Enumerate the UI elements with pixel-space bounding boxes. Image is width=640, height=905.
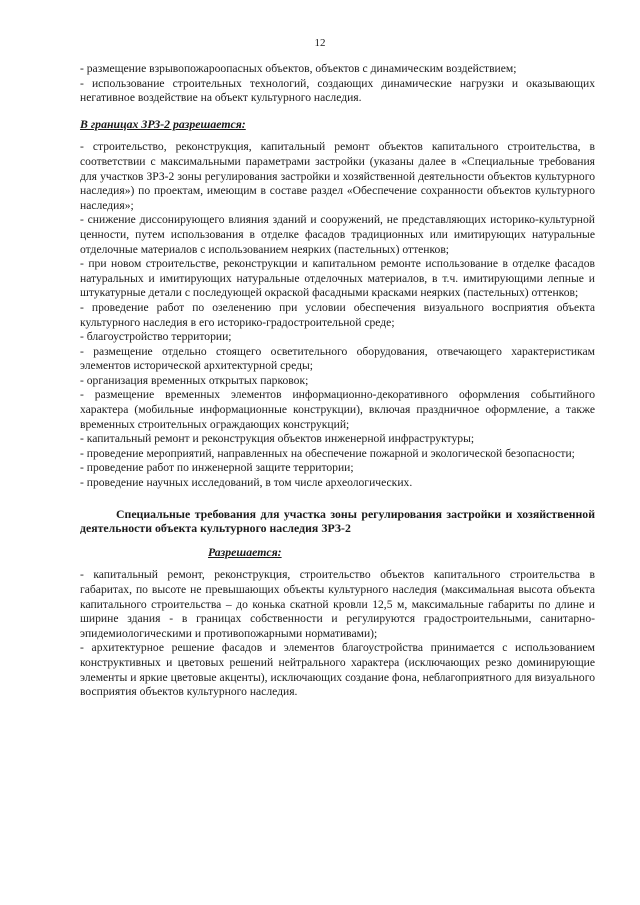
list-item: - организация временных открытых парковок; — [80, 373, 309, 387]
list-item: - размещение временных элементов информационно-декоративного оформления событийного характера (мобильные информационные конструкции), включая праздничное оформление, а также временных строительных ограждающих конструкций; — [80, 388, 595, 431]
list-item: - при новом строительстве, реконструкции и капитальном ремонте использование в отделке фасадов натуральных и имитирующих натуральные отделочных материалов, в т.ч. имитирующими лепные и штукатурные детали с последующей окраской фасадными красками неярких (пастельных) оттенков; — [80, 257, 595, 300]
list-item: - проведение работ по озеленению при условии обеспечения визуального восприятия объекта культурного наследия в его историко-градостроительной среде; — [80, 300, 595, 329]
subsection-heading: Разрешается: — [208, 544, 282, 559]
list-item: - капитальный ремонт, реконструкция, строительство объектов капитального строительства в габаритах, по высоте не превышающих объекты культурного наследия (максимальная высота объекта капитального строительства – до конька скатной кровли 12,5 м, максимальные габариты по длине и ширине здания - в границах собственности и регулируются градостроительными, санитарно-эпидемиологическими и противопожарными нормативами); — [80, 568, 595, 640]
list-item: - проведение научных исследований, в том числе археологических. — [80, 476, 413, 490]
list-item: - использование строительных технологий, создающих динамические нагрузки и оказывающих негативное воздействие на объект культурного наследия. — [80, 76, 595, 105]
list-item: - проведение работ по инженерной защите территории; — [80, 461, 354, 475]
list-item: - размещение взрывопожароопасных объектов, объектов с динамическим воздействием; — [80, 62, 517, 75]
list-item: - капитальный ремонт и реконструкция объектов инженерной инфраструктуры; — [80, 432, 475, 446]
list-item: - размещение отдельно стоящего осветительного оборудования, отвечающего характеристикам элементов исторической архитектурной среды; — [80, 344, 595, 373]
page-number: 12 — [314, 37, 326, 49]
list-item: - благоустройство территории; — [80, 330, 232, 344]
list-item: - проведение мероприятий, направленных на обеспечение пожарной и экологической безопасности; — [80, 446, 575, 460]
list-item: - снижение диссонирующего влияния зданий и сооружений, не представляющих историко-культурной ценности, путем использования в отделке фасадов традиционных или имитирующих натуральные отделочные материалов с использованием неярких (пастельных) оттенков; — [80, 213, 595, 256]
section-heading: Специальные требования для участка зоны регулирования застройки и хозяйственной деятельности объекта культурного наследия ЗРЗ-2 — [80, 506, 595, 536]
list-item: - архитектурное решение фасадов и элементов благоустройства принимается с использованием конструктивных и цветовых решений нейтрального характера (исключающих резко доминирующие элементы и яркие цветовые акценты), исключающих создание фона, неблагоприятного для визуального восприятия объектов культурного наследия. — [80, 641, 595, 699]
document-body — [80, 62, 595, 700]
list-item: - строительство, реконструкция, капитальный ремонт объектов капитального строительства, в соответствии с максимальными параметрами застройки (указаны далее в «Специальные требования для участков ЗРЗ-2 зоны регулирования застройки и хозяйственной деятельности объектов культурного наследия») по проектам, имеющим в составе раздел «Обеспечение сохранности объектов культурного наследия»; — [80, 140, 595, 212]
section-heading: В границах ЗРЗ-2 разрешается: — [80, 116, 246, 131]
